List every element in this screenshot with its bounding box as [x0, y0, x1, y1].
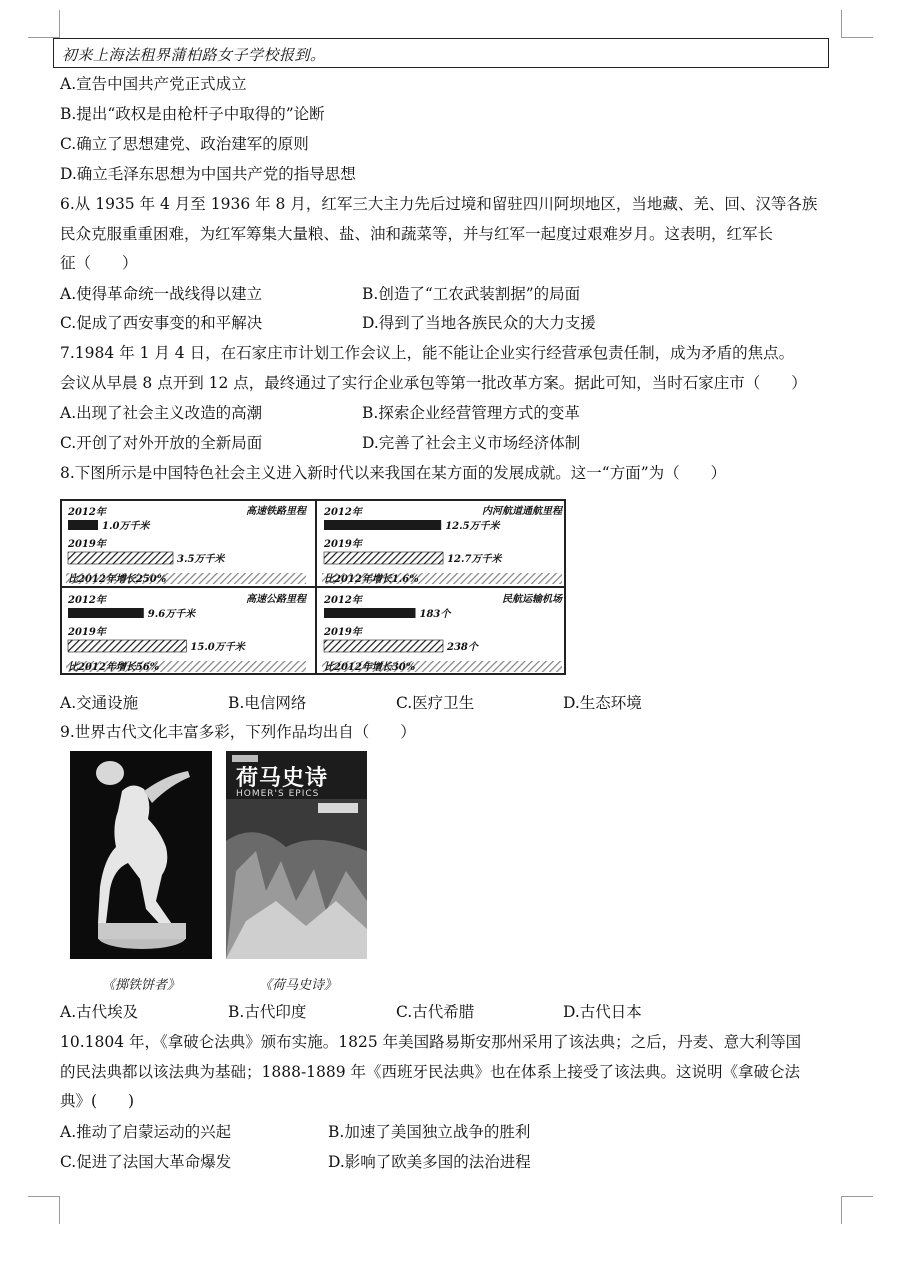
q7-stem-line-1: 7.1984 年 1 月 4 日，在石家庄市计划工作会议上，能不能让企业实行经营承包责任制，成为矛盾的焦点。 — [60, 344, 795, 362]
q10-stem-line-1: 10.1804 年，《拿破仑法典》颁布实施。1825 年美国路易斯安那州采用了该法典；之后，丹麦、意大利等国 — [60, 1033, 802, 1051]
book-title-text: 荷马史诗 — [236, 765, 329, 791]
panel-1-label-2019: 2019年 — [68, 539, 106, 550]
panel-3-value-2019: 15.0万千米 — [190, 642, 245, 653]
q8-stem: 8.下图所示是中国特色社会主义进入新时代以来我国在某方面的发展成就。这一“方面”为（ ） — [60, 464, 727, 482]
q9-option-c: C.古代希腊 — [396, 1003, 475, 1021]
q9-option-b: B.古代印度 — [228, 1003, 307, 1021]
q8-option-c: C.医疗卫生 — [396, 694, 475, 712]
book-subtitle-text: HOMER'S EPICS — [236, 789, 320, 799]
discobolus-photo — [70, 751, 212, 959]
q7-option-b: B.探索企业经营管理方式的变革 — [362, 404, 580, 422]
panel-1-label-2012: 2012年 — [68, 507, 106, 518]
q6-option-a: A.使得革命统一战线得以建立 — [60, 285, 263, 303]
panel-4-bar-2012 — [324, 608, 416, 618]
panel-2-growth-text: 比2012年增长1.6% — [324, 574, 419, 585]
q5-option-a: A.宣告中国共产党正式成立 — [60, 75, 247, 93]
q9-stem: 9.世界古代文化丰富多彩，下列作品均出自（ ） — [60, 723, 416, 741]
panel-1-bar-2012 — [68, 520, 98, 530]
panel-2-bar-2012 — [324, 520, 441, 530]
q8-option-b: B.电信网络 — [228, 694, 307, 712]
panel-4-title: 民航运输机场 — [502, 594, 562, 605]
q8-option-d: D.生态环境 — [563, 694, 642, 712]
panel-1-value-2019: 3.5万千米 — [177, 554, 225, 565]
panel-4-label-2012: 2012年 — [324, 595, 362, 606]
caption-discobolus: 《掷铁饼者》 — [102, 978, 181, 993]
homer-epic-book-cover — [226, 751, 367, 959]
crop-mark-bottom-right-v — [841, 1196, 842, 1224]
q10-option-c: C.促进了法国大革命爆发 — [60, 1153, 232, 1171]
material-box-text: 初来上海法租界蒲柏路女子学校报到。 — [62, 46, 326, 64]
panel-4-growth-text: 比2012年增长30% — [324, 662, 416, 673]
panel-3-label-2019: 2019年 — [68, 627, 106, 638]
crop-mark-bottom-left-v — [59, 1196, 60, 1224]
q5-option-d: D.确立毛泽东思想为中国共产党的指导思想 — [60, 165, 356, 183]
q6-option-c: C.促成了西安事变的和平解决 — [60, 314, 263, 332]
panel-2-label-2012: 2012年 — [324, 507, 362, 518]
panel-4-value-2019: 238个 — [447, 642, 478, 653]
panel-2-title: 内河航道通航里程 — [482, 506, 562, 517]
panel-3-growth-text: 比2012年增长56% — [68, 662, 160, 673]
panel-3-label-2012: 2012年 — [68, 595, 106, 606]
q10-stem-line-3: 典》( ) — [60, 1092, 135, 1110]
q10-option-a: A.推动了启蒙运动的兴起 — [60, 1123, 232, 1141]
panel-1-growth-text: 比2012年增长250% — [68, 574, 167, 585]
q6-option-b: B.创造了“工农武装割据”的局面 — [362, 285, 581, 303]
q6-stem-line-1: 6.从 1935 年 4 月至 1936 年 8 月，红军三大主力先后过境和留驻四川阿坝地区，当地藏、羌、回、汉等各族 — [60, 195, 818, 213]
q7-option-d: D.完善了社会主义市场经济体制 — [362, 434, 581, 452]
q6-option-d: D.得到了当地各族民众的大力支援 — [362, 314, 596, 332]
crop-mark-top-right-h — [842, 37, 873, 38]
crop-mark-bottom-left-h — [28, 1196, 59, 1197]
q9-option-a: A.古代埃及 — [60, 1003, 139, 1021]
panel-2-value-2012: 12.5万千米 — [445, 521, 500, 532]
panel-2-value-2019: 12.7万千米 — [447, 554, 502, 565]
q10-option-d: D.影响了欧美多国的法治进程 — [328, 1153, 531, 1171]
q9-option-d: D.古代日本 — [563, 1003, 642, 1021]
panel-1-bar-2019 — [68, 552, 173, 564]
discobolus-statue-image — [70, 751, 212, 959]
panel-1-value-2012: 1.0万千米 — [102, 521, 150, 532]
caption-homer-epic: 《荷马史诗》 — [259, 978, 338, 993]
q6-stem-line-3: 征（ ） — [60, 254, 138, 272]
q7-stem-line-2: 会议从早晨 8 点开到 12 点，最终通过了实行企业承包等第一批改革方案。据此可知，当时石家庄市（ ） — [60, 374, 807, 392]
material-box — [53, 38, 829, 68]
panel-3-value-2012: 9.6万千米 — [147, 609, 196, 620]
q7-option-a: A.出现了社会主义改造的高潮 — [60, 404, 263, 422]
crop-mark-bottom-right-h — [842, 1196, 873, 1197]
q5-option-c: C.确立了思想建党、政治建军的原则 — [60, 135, 309, 153]
q5-option-b: B.提出“政权是由枪杆子中取得的”论断 — [60, 105, 325, 123]
transport-achievement-chart — [60, 499, 566, 675]
panel-4-value-2012: 183个 — [419, 609, 451, 620]
crop-mark-top-right-v — [841, 10, 842, 38]
crop-mark-top-left-v — [59, 10, 60, 38]
q7-option-c: C.开创了对外开放的全新局面 — [60, 434, 263, 452]
q8-option-a: A.交通设施 — [60, 694, 139, 712]
q6-stem-line-2: 民众克服重重困难，为红军筹集大量粮、盐、油和蔬菜等，并与红军一起度过艰难岁月。这表明，红军长 — [60, 225, 774, 243]
panel-3-bar-2012 — [68, 608, 144, 618]
panel-1-title: 高速铁路里程 — [246, 506, 306, 517]
q10-stem-line-2: 的民法典都以该法典为基础；1888-1889 年《西班牙民法典》也在体系上接受了该法典。这说明《拿破仑法 — [60, 1063, 801, 1081]
panel-3-bar-2019 — [68, 640, 186, 652]
chart-svg — [62, 501, 564, 673]
panel-2-label-2019: 2019年 — [324, 539, 362, 550]
panel-4-label-2019: 2019年 — [324, 627, 362, 638]
panel-3-title: 高速公路里程 — [246, 594, 306, 605]
panel-2-bar-2019 — [324, 552, 443, 564]
q10-option-b: B.加速了美国独立战争的胜利 — [328, 1123, 531, 1141]
panel-4-bar-2019 — [324, 640, 443, 652]
